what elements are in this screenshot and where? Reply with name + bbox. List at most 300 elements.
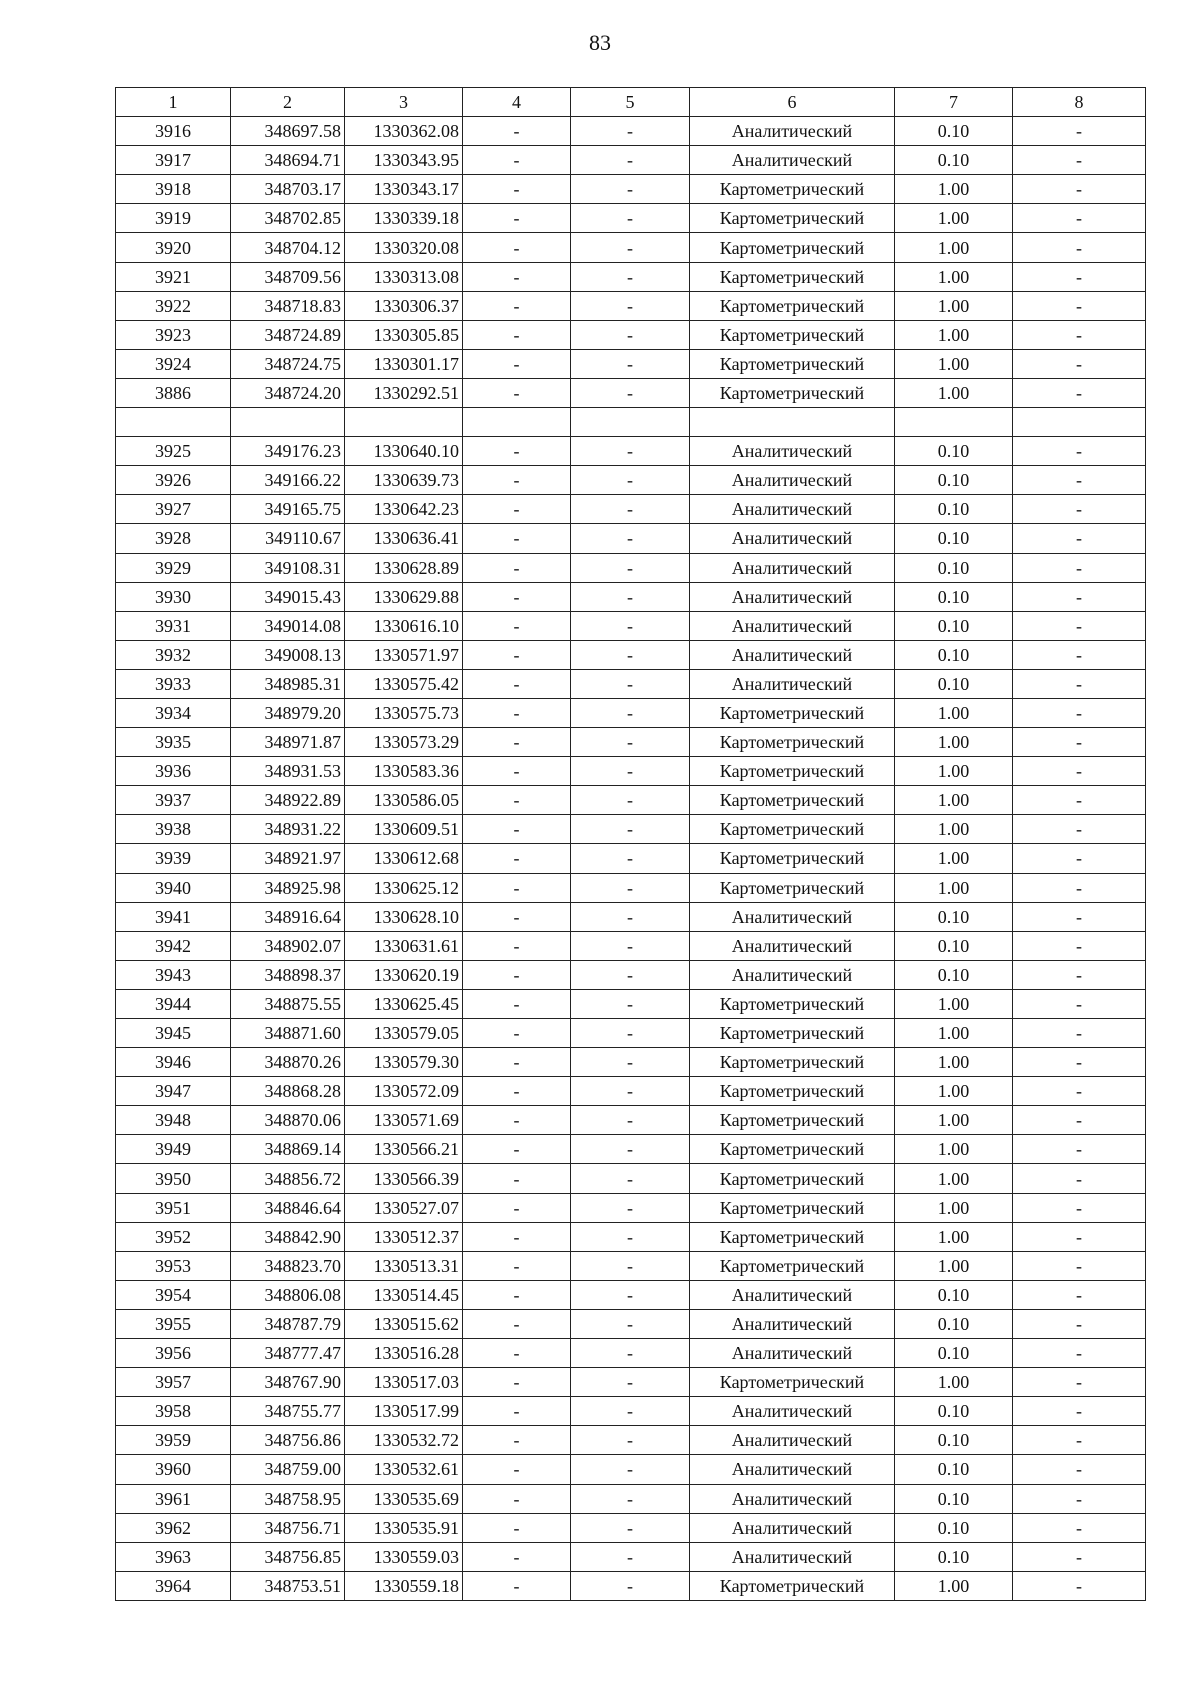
cell-col-4: -: [463, 1106, 571, 1135]
cell-col-8: -: [1013, 815, 1146, 844]
cell-method: Аналитический: [690, 1426, 895, 1455]
cell-col-5: -: [571, 698, 690, 727]
header-cell-5: 5: [571, 88, 690, 117]
cell-col-8: -: [1013, 1164, 1146, 1193]
cell-col-4: -: [463, 175, 571, 204]
cell-col-5: -: [571, 902, 690, 931]
cell-col-4: -: [463, 1251, 571, 1280]
cell-method: Картометрический: [690, 1193, 895, 1222]
cell-precision: 0.10: [895, 1339, 1013, 1368]
cell-x-coordinate: 348842.90: [231, 1222, 345, 1251]
cell-precision: 0.10: [895, 1397, 1013, 1426]
cell-method: Картометрический: [690, 1251, 895, 1280]
cell-col-5: -: [571, 495, 690, 524]
cell-col-4: -: [463, 902, 571, 931]
cell-y-coordinate: [345, 408, 463, 437]
cell-method: Картометрический: [690, 378, 895, 407]
cell-col-8: -: [1013, 524, 1146, 553]
table-row: [116, 204, 1146, 233]
cell-col-8: -: [1013, 1542, 1146, 1571]
cell-point-number: 3950: [116, 1164, 231, 1193]
cell-x-coordinate: 348898.37: [231, 960, 345, 989]
cell-x-coordinate: 348702.85: [231, 204, 345, 233]
cell-x-coordinate: [231, 408, 345, 437]
cell-col-8: -: [1013, 844, 1146, 873]
cell-y-coordinate: 1330579.30: [345, 1048, 463, 1077]
table-row: [116, 1513, 1146, 1542]
cell-col-5: -: [571, 728, 690, 757]
cell-point-number: 3953: [116, 1251, 231, 1280]
cell-precision: 1.00: [895, 786, 1013, 815]
cell-y-coordinate: 1330566.39: [345, 1164, 463, 1193]
cell-method: Картометрический: [690, 728, 895, 757]
cell-method: Аналитический: [690, 146, 895, 175]
cell-x-coordinate: 348724.20: [231, 378, 345, 407]
cell-x-coordinate: 348925.98: [231, 873, 345, 902]
cell-col-5: -: [571, 1513, 690, 1542]
cell-point-number: 3943: [116, 960, 231, 989]
table-row: [116, 1019, 1146, 1048]
cell-y-coordinate: 1330636.41: [345, 524, 463, 553]
cell-y-coordinate: 1330586.05: [345, 786, 463, 815]
cell-col-8: -: [1013, 582, 1146, 611]
cell-col-8: -: [1013, 960, 1146, 989]
cell-col-5: -: [571, 611, 690, 640]
cell-precision: 1.00: [895, 757, 1013, 786]
cell-method: Аналитический: [690, 640, 895, 669]
cell-col-5: -: [571, 146, 690, 175]
cell-point-number: 3949: [116, 1135, 231, 1164]
table-row: [116, 146, 1146, 175]
table-header-row: [116, 88, 1146, 117]
cell-col-4: -: [463, 1280, 571, 1309]
cell-x-coordinate: 348755.77: [231, 1397, 345, 1426]
cell-precision: 1.00: [895, 1048, 1013, 1077]
cell-col-5: -: [571, 1280, 690, 1309]
cell-x-coordinate: 348916.64: [231, 902, 345, 931]
page-number: 83: [589, 30, 611, 55]
cell-col-4: -: [463, 1077, 571, 1106]
cell-precision: 0.10: [895, 146, 1013, 175]
cell-point-number: 3929: [116, 553, 231, 582]
cell-col-8: -: [1013, 378, 1146, 407]
cell-y-coordinate: 1330292.51: [345, 378, 463, 407]
cell-precision: 1.00: [895, 1222, 1013, 1251]
cell-y-coordinate: 1330517.03: [345, 1368, 463, 1397]
cell-point-number: 3942: [116, 931, 231, 960]
cell-precision: 0.10: [895, 611, 1013, 640]
cell-col-5: -: [571, 1339, 690, 1368]
cell-col-8: -: [1013, 1048, 1146, 1077]
cell-y-coordinate: 1330631.61: [345, 931, 463, 960]
cell-col-4: -: [463, 1048, 571, 1077]
cell-x-coordinate: 348724.89: [231, 320, 345, 349]
cell-precision: 1.00: [895, 204, 1013, 233]
cell-point-number: 3963: [116, 1542, 231, 1571]
table-row: [116, 1077, 1146, 1106]
table-row: [116, 1542, 1146, 1571]
cell-precision: 0.10: [895, 960, 1013, 989]
cell-precision: 0.10: [895, 524, 1013, 553]
cell-col-4: -: [463, 146, 571, 175]
table-row: [116, 320, 1146, 349]
cell-x-coordinate: 348921.97: [231, 844, 345, 873]
cell-col-4: -: [463, 960, 571, 989]
cell-y-coordinate: 1330575.42: [345, 669, 463, 698]
cell-precision: 0.10: [895, 1309, 1013, 1338]
cell-x-coordinate: 348869.14: [231, 1135, 345, 1164]
cell-y-coordinate: 1330515.62: [345, 1309, 463, 1338]
cell-col-4: -: [463, 495, 571, 524]
table-row: [116, 262, 1146, 291]
cell-col-8: -: [1013, 1397, 1146, 1426]
cell-point-number: 3938: [116, 815, 231, 844]
cell-col-5: -: [571, 437, 690, 466]
cell-precision: 1.00: [895, 233, 1013, 262]
cell-precision: 0.10: [895, 1455, 1013, 1484]
cell-y-coordinate: 1330625.12: [345, 873, 463, 902]
cell-point-number: 3916: [116, 117, 231, 146]
cell-col-4: -: [463, 815, 571, 844]
cell-point-number: 3927: [116, 495, 231, 524]
cell-col-8: -: [1013, 1455, 1146, 1484]
cell-point-number: 3947: [116, 1077, 231, 1106]
cell-method: Картометрический: [690, 786, 895, 815]
cell-col-4: -: [463, 611, 571, 640]
cell-col-8: -: [1013, 117, 1146, 146]
cell-col-8: -: [1013, 1222, 1146, 1251]
cell-point-number: 3958: [116, 1397, 231, 1426]
cell-x-coordinate: 349166.22: [231, 466, 345, 495]
cell-col-5: -: [571, 1397, 690, 1426]
cell-col-5: [571, 408, 690, 437]
cell-col-5: -: [571, 640, 690, 669]
cell-method: [690, 408, 895, 437]
cell-col-8: -: [1013, 175, 1146, 204]
cell-col-5: -: [571, 757, 690, 786]
cell-x-coordinate: 348931.22: [231, 815, 345, 844]
table-row: [116, 582, 1146, 611]
cell-col-8: -: [1013, 1571, 1146, 1600]
cell-y-coordinate: 1330612.68: [345, 844, 463, 873]
cell-precision: 0.10: [895, 902, 1013, 931]
cell-point-number: 3945: [116, 1019, 231, 1048]
coordinates-table: [115, 87, 1146, 1601]
cell-method: Аналитический: [690, 582, 895, 611]
cell-method: Картометрический: [690, 291, 895, 320]
cell-y-coordinate: 1330579.05: [345, 1019, 463, 1048]
cell-point-number: 3935: [116, 728, 231, 757]
cell-col-8: -: [1013, 291, 1146, 320]
cell-point-number: 3933: [116, 669, 231, 698]
cell-col-5: -: [571, 815, 690, 844]
table-row: [116, 931, 1146, 960]
cell-precision: 0.10: [895, 1542, 1013, 1571]
cell-precision: 0.10: [895, 669, 1013, 698]
cell-col-4: -: [463, 728, 571, 757]
cell-x-coordinate: 348823.70: [231, 1251, 345, 1280]
cell-col-8: -: [1013, 989, 1146, 1018]
cell-col-5: -: [571, 524, 690, 553]
cell-col-5: -: [571, 553, 690, 582]
cell-method: Картометрический: [690, 204, 895, 233]
cell-col-8: -: [1013, 1019, 1146, 1048]
cell-x-coordinate: 348756.71: [231, 1513, 345, 1542]
cell-point-number: 3952: [116, 1222, 231, 1251]
cell-col-4: -: [463, 873, 571, 902]
cell-point-number: 3924: [116, 349, 231, 378]
cell-method: Картометрический: [690, 1106, 895, 1135]
cell-col-4: -: [463, 640, 571, 669]
cell-col-8: -: [1013, 349, 1146, 378]
cell-col-8: -: [1013, 873, 1146, 902]
cell-precision: 1.00: [895, 320, 1013, 349]
cell-y-coordinate: 1330362.08: [345, 117, 463, 146]
cell-x-coordinate: 349108.31: [231, 553, 345, 582]
cell-col-5: -: [571, 1106, 690, 1135]
table-row: [116, 1484, 1146, 1513]
cell-col-5: -: [571, 262, 690, 291]
cell-x-coordinate: 348697.58: [231, 117, 345, 146]
cell-col-5: -: [571, 117, 690, 146]
table-row: [116, 408, 1146, 437]
cell-point-number: 3922: [116, 291, 231, 320]
cell-method: Картометрический: [690, 1019, 895, 1048]
cell-x-coordinate: 348922.89: [231, 786, 345, 815]
cell-col-8: -: [1013, 495, 1146, 524]
cell-precision: 1.00: [895, 1193, 1013, 1222]
cell-col-8: -: [1013, 1135, 1146, 1164]
cell-y-coordinate: 1330609.51: [345, 815, 463, 844]
cell-point-number: 3886: [116, 378, 231, 407]
cell-col-8: -: [1013, 669, 1146, 698]
cell-col-8: -: [1013, 728, 1146, 757]
cell-method: Картометрический: [690, 844, 895, 873]
cell-x-coordinate: 349014.08: [231, 611, 345, 640]
table-row: [116, 1164, 1146, 1193]
table-row: [116, 1193, 1146, 1222]
cell-col-8: -: [1013, 698, 1146, 727]
cell-col-8: -: [1013, 1280, 1146, 1309]
cell-col-4: -: [463, 466, 571, 495]
cell-method: Аналитический: [690, 524, 895, 553]
header-cell-7: 7: [895, 88, 1013, 117]
table-row: [116, 1106, 1146, 1135]
cell-precision: 1.00: [895, 1077, 1013, 1106]
table-row: [116, 815, 1146, 844]
cell-method: Аналитический: [690, 117, 895, 146]
cell-col-5: -: [571, 582, 690, 611]
cell-precision: 1.00: [895, 873, 1013, 902]
cell-point-number: 3919: [116, 204, 231, 233]
cell-method: Картометрический: [690, 989, 895, 1018]
table-row: [116, 960, 1146, 989]
cell-col-5: -: [571, 669, 690, 698]
cell-col-8: -: [1013, 757, 1146, 786]
cell-method: Картометрический: [690, 1135, 895, 1164]
cell-precision: 0.10: [895, 466, 1013, 495]
cell-method: Картометрический: [690, 175, 895, 204]
cell-y-coordinate: 1330628.10: [345, 902, 463, 931]
table-row: [116, 1251, 1146, 1280]
cell-point-number: 3920: [116, 233, 231, 262]
cell-method: Картометрический: [690, 873, 895, 902]
cell-x-coordinate: 348979.20: [231, 698, 345, 727]
cell-method: Аналитический: [690, 495, 895, 524]
cell-method: Аналитический: [690, 437, 895, 466]
cell-precision: 1.00: [895, 844, 1013, 873]
table-row: [116, 902, 1146, 931]
cell-x-coordinate: 348875.55: [231, 989, 345, 1018]
table-row: [116, 698, 1146, 727]
cell-precision: 1.00: [895, 1251, 1013, 1280]
cell-precision: 0.10: [895, 495, 1013, 524]
cell-method: Аналитический: [690, 553, 895, 582]
cell-x-coordinate: 348871.60: [231, 1019, 345, 1048]
cell-point-number: 3962: [116, 1513, 231, 1542]
cell-col-5: -: [571, 175, 690, 204]
table-row: [116, 233, 1146, 262]
cell-x-coordinate: 348753.51: [231, 1571, 345, 1600]
cell-col-4: -: [463, 262, 571, 291]
cell-method: Аналитический: [690, 931, 895, 960]
table-row: [116, 757, 1146, 786]
cell-col-4: -: [463, 378, 571, 407]
cell-method: Аналитический: [690, 1309, 895, 1338]
table-row: [116, 437, 1146, 466]
cell-precision: 1.00: [895, 1019, 1013, 1048]
cell-col-5: -: [571, 1077, 690, 1106]
cell-col-4: -: [463, 582, 571, 611]
cell-col-4: -: [463, 931, 571, 960]
cell-col-5: -: [571, 1048, 690, 1077]
cell-y-coordinate: 1330535.91: [345, 1513, 463, 1542]
cell-col-5: -: [571, 204, 690, 233]
header-cell-8: 8: [1013, 88, 1146, 117]
cell-y-coordinate: 1330512.37: [345, 1222, 463, 1251]
cell-method: Аналитический: [690, 960, 895, 989]
cell-col-4: -: [463, 844, 571, 873]
cell-col-5: -: [571, 1019, 690, 1048]
cell-y-coordinate: 1330642.23: [345, 495, 463, 524]
cell-precision: 0.10: [895, 931, 1013, 960]
cell-col-8: -: [1013, 146, 1146, 175]
cell-col-5: -: [571, 931, 690, 960]
cell-point-number: 3951: [116, 1193, 231, 1222]
table-body: [116, 117, 1146, 1601]
cell-y-coordinate: 1330572.09: [345, 1077, 463, 1106]
cell-col-4: -: [463, 1309, 571, 1338]
table-row: [116, 553, 1146, 582]
cell-x-coordinate: 349008.13: [231, 640, 345, 669]
cell-point-number: 3917: [116, 146, 231, 175]
cell-col-8: -: [1013, 466, 1146, 495]
table-row: [116, 1309, 1146, 1338]
cell-col-5: -: [571, 378, 690, 407]
cell-col-4: -: [463, 117, 571, 146]
cell-col-8: -: [1013, 1368, 1146, 1397]
cell-x-coordinate: 348806.08: [231, 1280, 345, 1309]
cell-col-4: -: [463, 1484, 571, 1513]
cell-point-number: 3930: [116, 582, 231, 611]
cell-x-coordinate: 348703.17: [231, 175, 345, 204]
cell-method: Аналитический: [690, 1484, 895, 1513]
table-row: [116, 989, 1146, 1018]
cell-col-5: -: [571, 1135, 690, 1164]
cell-col-4: -: [463, 1542, 571, 1571]
cell-point-number: 3939: [116, 844, 231, 873]
table-row: [116, 640, 1146, 669]
cell-precision: 0.10: [895, 553, 1013, 582]
cell-col-8: -: [1013, 553, 1146, 582]
cell-point-number: 3946: [116, 1048, 231, 1077]
cell-col-8: -: [1013, 1106, 1146, 1135]
cell-x-coordinate: 348756.85: [231, 1542, 345, 1571]
cell-y-coordinate: 1330516.28: [345, 1339, 463, 1368]
cell-x-coordinate: 348759.00: [231, 1455, 345, 1484]
cell-precision: 1.00: [895, 1571, 1013, 1600]
header-cell-3: 3: [345, 88, 463, 117]
table-row: [116, 1135, 1146, 1164]
cell-x-coordinate: 348868.28: [231, 1077, 345, 1106]
cell-method: Картометрический: [690, 1164, 895, 1193]
table-row: [116, 524, 1146, 553]
cell-x-coordinate: 348931.53: [231, 757, 345, 786]
cell-col-5: -: [571, 349, 690, 378]
cell-point-number: 3936: [116, 757, 231, 786]
cell-precision: 1.00: [895, 1368, 1013, 1397]
cell-y-coordinate: 1330571.69: [345, 1106, 463, 1135]
cell-col-4: -: [463, 553, 571, 582]
header-cell-6: 6: [690, 88, 895, 117]
cell-col-4: -: [463, 291, 571, 320]
cell-precision: 0.10: [895, 1484, 1013, 1513]
cell-y-coordinate: 1330625.45: [345, 989, 463, 1018]
cell-col-4: -: [463, 204, 571, 233]
cell-col-4: -: [463, 1426, 571, 1455]
cell-x-coordinate: 348777.47: [231, 1339, 345, 1368]
cell-x-coordinate: 348758.95: [231, 1484, 345, 1513]
cell-precision: 1.00: [895, 378, 1013, 407]
cell-col-8: -: [1013, 611, 1146, 640]
cell-method: Картометрический: [690, 1571, 895, 1600]
cell-x-coordinate: 348902.07: [231, 931, 345, 960]
cell-x-coordinate: 349165.75: [231, 495, 345, 524]
cell-col-4: -: [463, 524, 571, 553]
cell-y-coordinate: 1330535.69: [345, 1484, 463, 1513]
cell-y-coordinate: 1330629.88: [345, 582, 463, 611]
table-row: [116, 291, 1146, 320]
cell-precision: 1.00: [895, 698, 1013, 727]
cell-col-5: -: [571, 960, 690, 989]
cell-col-8: -: [1013, 1077, 1146, 1106]
cell-precision: 0.10: [895, 1426, 1013, 1455]
cell-col-4: -: [463, 757, 571, 786]
cell-col-4: -: [463, 1222, 571, 1251]
cell-point-number: 3932: [116, 640, 231, 669]
cell-y-coordinate: 1330513.31: [345, 1251, 463, 1280]
cell-method: Картометрический: [690, 233, 895, 262]
cell-col-5: -: [571, 1484, 690, 1513]
cell-col-4: -: [463, 1571, 571, 1600]
cell-col-8: -: [1013, 1513, 1146, 1542]
cell-y-coordinate: 1330559.18: [345, 1571, 463, 1600]
cell-y-coordinate: 1330517.99: [345, 1397, 463, 1426]
cell-col-4: -: [463, 1164, 571, 1193]
cell-method: Картометрический: [690, 815, 895, 844]
cell-col-4: -: [463, 698, 571, 727]
table-row: [116, 1048, 1146, 1077]
